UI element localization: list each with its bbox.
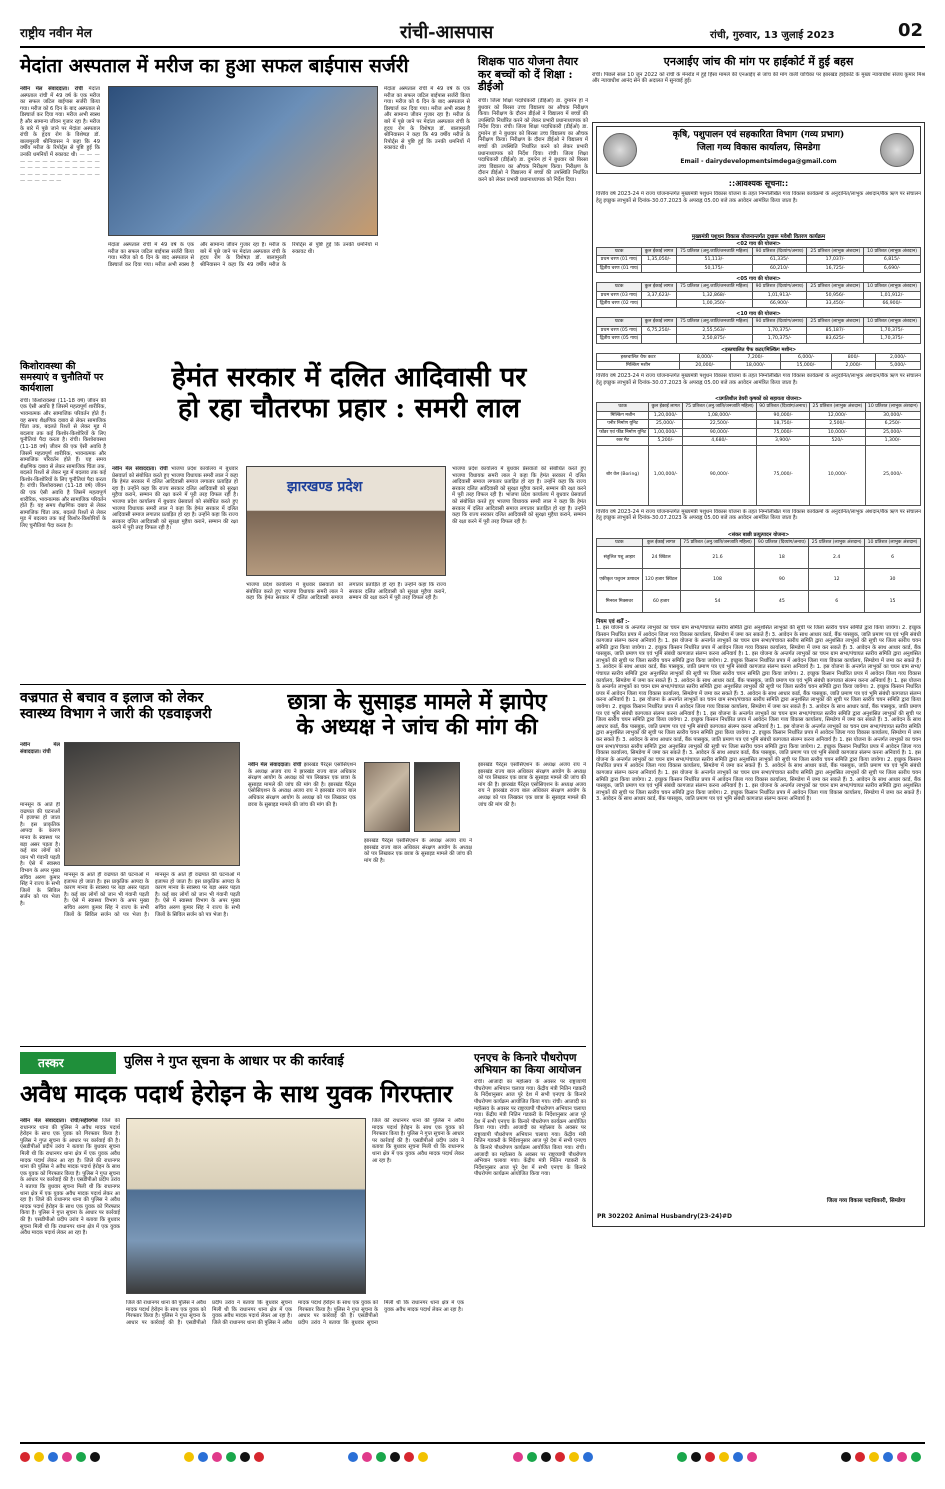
table-caption: <10 गाय की योजना> [736, 311, 781, 318]
table-row: संतुलित पशु आहार 24 क्विंटल 21.6 18 2.4 6 [597, 546, 921, 568]
table-caption: <02 गाय की योजना> [736, 241, 781, 247]
table-row: प्रथम चरण (05 गाय) 6,75,250/- 2,55,563/- 1,70,375/- 85,187/- 1,70,375/- [597, 326, 921, 334]
table-caption: <प्रगतिशील डेयरी कृषकों को सहायता योजना> [714, 396, 803, 403]
footer-dot [911, 1452, 921, 1462]
article-body: नवीन मेल संवाददाता। रांची भाजपा प्रदेश कार्यालय में बुधवार प्रेसवार्ता को संबोधित करते हुए भाजपा विधायक समरी लाल ने कहा कि हेमंत सरकार में दलित आदिवासी समाज लगातार प्रताड़ित हो रहा है। उन्होंने कहा कि राज्य सरकार दलित आदिवासी को सुरक्षा मुहैया कराने, सम्मान की रक्षा करने में पूरी तरह विफल रही है। भाजपा प्रदेश कार्यालय में बुधवार प्रेसवार्ता को संबोधित करते हुए भाजपा विधायक समरी लाल ने कहा कि हेमंत सरकार में दलित आदिवासी समाज लगातार प्रताड़ित हो रहा है। उन्होंने कहा कि राज्य सरकार दलित आदिवासी को सुरक्षा मुहैया कराने, सम्मान की रक्षा करने में पूरी तरह विफल रही है। [112, 466, 238, 532]
hospital-photo [108, 86, 378, 236]
notice-header [596, 126, 921, 174]
official-photo [64, 742, 240, 866]
dateline: रांची, गुरुवार, 13 जुलाई 2023 [710, 30, 835, 41]
table-row: द्वितीय चरण (01 गाय) 50,175/- 60,210/- 16,725/- 6,690/- [597, 264, 921, 272]
table-row: एकीकृत पशुधन उत्पादन 120 हजार क्विंटल 108 90 12 30 [597, 568, 921, 590]
footer-dot-group [348, 1452, 432, 1464]
page-number: 02 [898, 20, 924, 41]
footer-dot [691, 1452, 701, 1462]
footer-dot [212, 1452, 222, 1462]
footer-dot-group [184, 1452, 268, 1464]
story-workshop [20, 362, 106, 682]
footer-dot [48, 1452, 58, 1462]
table-row: हस्तचालित चैफ कटर 8,000/- 7,200/- 6,000/- 800/- 2,000/- [597, 353, 921, 361]
table-caption: <हस्तचालित चैफ कटर/मिल्किंग मशीन> [720, 346, 797, 353]
table-row: प्रथम चरण (03 गाय) 3,37,623/- 1,32,868/- 1,01,913/- 50,956/- 1,01,912/- [597, 291, 921, 299]
footer-dot [747, 1452, 757, 1462]
table-row: मिल्किंग मशीन 20,000/- 18,000/- 15,000/- 2,000/- 5,000/- [597, 362, 921, 370]
article-body: रांची। पिछले साल 10 जून 2022 को रांची के मेनरोड में हुई हिंसा मामले की एनआईए से जांच की मांग वाली याचिका पर झारखंड हाईकोर्ट के मुख्य न्यायाधीश संजय कुमार मिश्र और न्यायाधीश आनंद सेन की अदालत में सुनवाई हुई। [592, 71, 925, 85]
footer-dot-group [20, 1452, 104, 1464]
office-name: जिला गव्य विकास कार्यालय, सिमडेगा [696, 143, 821, 153]
story-lightning [20, 690, 240, 1040]
govt-notice [592, 122, 925, 1227]
section-divider [20, 1046, 586, 1047]
footer-dot-group [677, 1452, 761, 1464]
footer-dot [569, 1452, 579, 1462]
article-body: रांची। किशोरावस्था (11-18 वर्ष) जीवन की एक ऐसी अवधि है जिसमें महत्वपूर्ण शारीरिक, भावनात्मक और सामाजिक परिवर्तन होते हैं। यह समय शैक्षणिक दबाव से लेकर सामाजिक चिंता तक, बदलते रिश्तों से लेकर मूड में बदलाव तक कई किशोर-किशोरियों के लिए चुनौतियां पैदा करता है। रांची। किशोरावस्था (11-18 वर्ष) जीवन की एक ऐसी अवधि है जिसमें महत्वपूर्ण शारीरिक, भावनात्मक और सामाजिक परिवर्तन होते हैं। यह समय शैक्षणिक दबाव से लेकर सामाजिक चिंता तक, बदलते रिश्तों से लेकर मूड में बदलाव तक कई किशोर-किशोरियों के लिए चुनौतियां पैदा करता है। रांची। किशोरावस्था (11-18 वर्ष) जीवन की एक ऐसी अवधि है जिसमें महत्वपूर्ण शारीरिक, भावनात्मक और सामाजिक परिवर्तन होते हैं। यह समय शैक्षणिक दबाव से लेकर सामाजिक चिंता तक, बदलते रिश्तों से लेकर मूड में बदलाव तक कई किशोर-किशोरियों के लिए चुनौतियां पैदा करता है। [20, 397, 106, 530]
footer-dot [869, 1452, 879, 1462]
headline: छात्रा के सुसाइड मामले में झापेए [287, 689, 547, 715]
headline: अवैध मादक पदार्थ हेरोइन के साथ युवक गिरफ्तार [20, 1079, 453, 1108]
article-body: झारखंड पैरेंट्स एसोसिएशन के अध्यक्ष अजय राय ने झारखंड राज्य बाल अधिकार संरक्षण आयोग के अध्यक्ष को पत्र लिखकर एक छात्रा के सुसाइड मामले की जांच की मांग की है। [364, 838, 472, 864]
table-row: मिनरल मिक्सचर 60 हजार 54 45 6 15 [597, 590, 921, 612]
article-body-cols: मेदांता अस्पताल रांची में 49 वर्ष के एक मरीज का सफल जटिल बाईपास सर्जरी किया गया। मरीज को 6 दिन के बाद अस्पताल से डिस्चार्ज कर दिया गया। मरीज अभी स्वस्थ है और सामान्य जीवन गुजार रहा है। मरीज के बारे में पूछे जाने पर मेदांता अस्पताल रांची के हृदय रोग के विशेषज्ञ डॉ. बालामुरली श्रीनिवासन ने कहा कि 49 वर्षीय मरीज के रिपोर्ट्स से पुष्टि हुई कि उनकी धमनियों में रुकावट थी। [108, 242, 378, 268]
notice-rules: 1. इस योजना के अन्तर्गत लाभुकों का चयन ग्राम सभा/पंचायत स्तरीय समिति द्वारा अनुशंसित लाभुकों की सूची पर जिला स्तरीय चयन समिति द्वारा किया जायेगा। 2. इच्छुक किसान निर्धारित प्रपत्र में आवेदन जिला गव्य विकास कार्यालय, सिमडेगा में जमा कर सकते हैं। 3. आवेदन के साथ आधार कार्ड, बैंक पासबुक, जाति प्रमाण पत्र एवं भूमि संबंधी कागजात संलग्न करना अनिवार्य है। 1. इस योजना के अन्तर्गत लाभुकों का चयन ग्राम सभा/पंचायत स्तरीय समिति द्वारा अनुशंसित लाभुकों की सूची पर जिला स्तरीय चयन समिति द्वारा किया जायेगा। 2. इच्छुक किसान निर्धारित प्रपत्र में आवेदन जिला गव्य विकास कार्यालय, सिमडेगा में जमा कर सकते हैं। 3. आवेदन के साथ आधार कार्ड, बैंक पासबुक, जाति प्रमाण पत्र एवं भूमि संबंधी कागजात संलग्न करना अनिवार्य है। 1. इस योजना के अन्तर्गत लाभुकों का चयन ग्राम सभा/पंचायत स्तरीय समिति द्वारा अनुशंसित लाभुकों की सूची पर जिला स्तरीय चयन समिति द्वारा किया जायेगा। 2. इच्छुक किसान निर्धारित प्रपत्र में आवेदन जिला गव्य विकास कार्यालय, सिमडेगा में जमा कर सकते हैं। 3. आवेदन के साथ आधार कार्ड, बैंक पासबुक, जाति प्रमाण पत्र एवं भूमि संबंधी कागजात संलग्न करना अनिवार्य है। 1. इस योजना के अन्तर्गत लाभुकों का चयन ग्राम सभा/पंचायत स्तरीय समिति द्वारा अनुशंसित लाभुकों की सूची पर जिला स्तरीय चयन समिति द्वारा किया जायेगा। 2. इच्छुक किसान निर्धारित प्रपत्र में आवेदन जिला गव्य विकास कार्यालय, सिमडेगा में जमा कर सकते हैं। 3. आवेदन के साथ आधार कार्ड, बैंक पासबुक, जाति प्रमाण पत्र एवं भूमि संबंधी कागजात संलग्न करना अनिवार्य है। 1. इस योजना के अन्तर्गत लाभुकों का चयन ग्राम सभा/पंचायत स्तरीय समिति द्वारा अनुशंसित लाभुकों की सूची पर जिला स्तरीय चयन समिति द्वारा किया जायेगा। 2. इच्छुक किसान निर्धारित प्रपत्र में आवेदन जिला गव्य विकास कार्यालय, सिमडेगा में जमा कर सकते हैं। 3. आवेदन के साथ आधार कार्ड, बैंक पासबुक, जाति प्रमाण पत्र एवं भूमि संबंधी कागजात संलग्न करना अनिवार्य है। 1. इस योजना के अन्तर्गत लाभुकों का चयन ग्राम सभा/पंचायत स्तरीय समिति द्वारा अनुशंसित लाभुकों की सूची पर जिला स्तरीय चयन समिति द्वारा किया जायेगा। 2. इच्छुक किसान निर्धारित प्रपत्र में आवेदन जिला गव्य विकास कार्यालय, सिमडेगा में जमा कर सकते हैं। 3. आवेदन के साथ आधार कार्ड, बैंक पासबुक, जाति प्रमाण पत्र एवं भूमि संबंधी कागजात संलग्न करना अनिवार्य है। 1. इस योजना के अन्तर्गत लाभुकों का चयन ग्राम सभा/पंचायत स्तरीय समिति द्वारा अनुशंसित लाभुकों की सूची पर जिला स्तरीय चयन समिति द्वारा किया जायेगा। 2. इच्छुक किसान निर्धारित प्रपत्र में आवेदन जिला गव्य विकास कार्यालय, सिमडेगा में जमा कर सकते हैं। 3. आवेदन के साथ आधार कार्ड, बैंक पासबुक, जाति प्रमाण पत्र एवं भूमि संबंधी कागजात संलग्न करना अनिवार्य है। 1. इस योजना के अन्तर्गत लाभुकों का चयन ग्राम सभा/पंचायत स्तरीय समिति द्वारा अनुशंसित लाभुकों की सूची पर जिला स्तरीय चयन समिति द्वारा किया जायेगा। 2. इच्छुक किसान निर्धारित प्रपत्र में आवेदन जिला गव्य विकास कार्यालय, सिमडेगा में जमा कर सकते हैं। 3. आवेदन के साथ आधार कार्ड, बैंक पासबुक, जाति प्रमाण पत्र एवं भूमि संबंधी कागजात संलग्न करना अनिवार्य है। 1. इस योजना के अन्तर्गत लाभुकों का चयन ग्राम सभा/पंचायत स्तरीय समिति द्वारा अनुशंसित लाभुकों की सूची पर जिला स्तरीय चयन समिति द्वारा किया जायेगा। 2. इच्छुक किसान निर्धारित प्रपत्र में आवेदन जिला गव्य विकास कार्यालय, सिमडेगा में जमा कर सकते हैं। 3. आवेदन के साथ आधार कार्ड, बैंक पासबुक, जाति प्रमाण पत्र एवं भूमि संबंधी कागजात संलग्न करना अनिवार्य है। 1. इस योजना के अन्तर्गत लाभुकों का चयन ग्राम सभा/पंचायत स्तरीय समिति द्वारा अनुशंसित लाभुकों की सूची पर जिला स्तरीय चयन समिति द्वारा किया जायेगा। 2. इच्छुक किसान निर्धारित प्रपत्र में आवेदन जिला गव्य विकास कार्यालय, सिमडेगा में जमा कर सकते हैं। 3. आवेदन के साथ आधार कार्ड, बैंक पासबुक, जाति प्रमाण पत्र एवं भूमि संबंधी कागजात संलग्न करना अनिवार्य है। 1. इस योजना के अन्तर्गत लाभुकों का चयन ग्राम सभा/पंचायत स्तरीय समिति द्वारा अनुशंसित लाभुकों की सूची पर जिला स्तरीय चयन समिति द्वारा किया जायेगा। 2. इच्छुक किसान निर्धारित प्रपत्र में आवेदन जिला गव्य विकास कार्यालय, सिमडेगा में जमा कर सकते हैं। 3. आवेदन के साथ आधार कार्ड, बैंक पासबुक, जाति प्रमाण पत्र एवं भूमि संबंधी कागजात संलग्न करना अनिवार्य है। 1. इस योजना के अन्तर्गत लाभुकों का चयन ग्राम सभा/पंचायत स्तरीय समिति द्वारा अनुशंसित लाभुकों की सूची पर जिला स्तरीय चयन समिति द्वारा किया जायेगा। 2. इच्छुक किसान निर्धारित प्रपत्र में आवेदन जिला गव्य विकास कार्यालय, सिमडेगा में जमा कर सकते हैं। 3. आवेदन के साथ आधार कार्ड, बैंक पासबुक, जाति प्रमाण पत्र एवं भूमि संबंधी कागजात संलग्न करना अनिवार्य है। [596, 624, 921, 803]
footer-dot [527, 1452, 537, 1462]
footer-color-strip [20, 1452, 925, 1464]
footer-dot [883, 1452, 893, 1462]
notice-note: वित्तीय वर्ष 2023-24 में राज्य योजनान्तर्गत मुख्यमंत्री पशुधन विकास योजना के तहत निम्नलिखित गव्य विकास कार्यक्रमों के अनुदानित/लाभुक अंशदान/बैंक ऋण पर संचालन हेतु इच्छुक लाभुकों से दिनांक-30.07.2023 के अपराह्न 05.00 बजे तक आवेदन आमंत्रित किया जाता है। [596, 508, 921, 522]
footer-dot [677, 1452, 687, 1462]
footer-dot [20, 1452, 30, 1462]
story-suicide [248, 690, 586, 1040]
subhead: पुलिस ने गुप्त सूचना के आधार पर की कार्रवाई [124, 1054, 344, 1069]
rules-heading: नियम एवं शर्तें :- [596, 618, 630, 625]
masthead [20, 18, 925, 48]
article-body-right: झारखंड पैरेंट्स एसोसिएशन के अध्यक्ष अजय राय ने झारखंड राज्य बाल अधिकार संरक्षण आयोग के अध्यक्ष को पत्र लिखकर एक छात्रा के सुसाइड मामले की जांच की मांग की है। झारखंड पैरेंट्स एसोसिएशन के अध्यक्ष अजय राय ने झारखंड राज्य बाल अधिकार संरक्षण आयोग के अध्यक्ष को पत्र लिखकर एक छात्रा के सुसाइड मामले की जांच की मांग की है। [478, 762, 586, 808]
footer-dot-group [841, 1452, 925, 1464]
table-row: बोर वेल (Boring) 1,00,000/- 90,000/- 75,000/- 10,000/- 25,000/- [597, 445, 921, 505]
arrest-photo [126, 1118, 366, 1294]
article-body: नवीन मेल संवाददाता। रांची झारखंड पैरेंट्स एसोसिएशन के अध्यक्ष अजय राय ने झारखंड राज्य बाल अधिकार संरक्षण आयोग के अध्यक्ष को पत्र लिखकर एक छात्रा के सुसाइड मामले की जांच की मांग की है। झारखंड पैरेंट्स एसोसिएशन के अध्यक्ष अजय राय ने झारखंड राज्य बाल अधिकार संरक्षण आयोग के अध्यक्ष को पत्र लिखकर एक छात्रा के सुसाइड मामले की जांच की मांग की है। [248, 762, 356, 808]
table-header: कुल ईकाई लागत [642, 248, 676, 256]
headline: एनएच के किनारे पौधरोपण अभियान का किया आयोजन [474, 1052, 582, 1077]
section-divider [20, 684, 586, 685]
table-header: 10 प्रतिशत (लाभुक अंशदान) [864, 248, 921, 256]
notice-table-2cow [596, 247, 921, 273]
table-caption: <05 गाय की योजना> [736, 276, 781, 283]
table-row: प्रथम चरण (01 गाय) 1,35,050/- 51,113/- 61,335/- 17,037/- 6,815/- [597, 256, 921, 264]
headline: हो रहा चौतरफा प्रहार : समरी लाल [177, 393, 521, 425]
table-row: द्वितीय चरण (05 गाय) 2,50,875/- 1,70,375/- 83,625/- 1,70,375/- [597, 335, 921, 343]
footer-dot [705, 1452, 715, 1462]
dept-name: कृषि, पशुपालन एवं सहकारिता विभाग (गव्य प्रभाग) [672, 130, 845, 140]
footer-dot [513, 1452, 523, 1462]
footer-dot [583, 1452, 593, 1462]
article-body: रांची। आजादी का महोत्सव के अवसर पर राष्ट्रव्यापी पौधरोपण अभियान चलाया गया। केंद्रीय मंत्री नितिन गडकरी के निर्देशानुसार आज पूरे देश में सभी एनएच के किनारे पौधरोपण कार्यक्रम आयोजित किया गया। रांची। आजादी का महोत्सव के अवसर पर राष्ट्रव्यापी पौधरोपण अभियान चलाया गया। केंद्रीय मंत्री नितिन गडकरी के निर्देशानुसार आज पूरे देश में सभी एनएच के किनारे पौधरोपण कार्यक्रम आयोजित किया गया। रांची। आजादी का महोत्सव के अवसर पर राष्ट्रव्यापी पौधरोपण अभियान चलाया गया। केंद्रीय मंत्री नितिन गडकरी के निर्देशानुसार आज पूरे देश में सभी एनएच के किनारे पौधरोपण कार्यक्रम आयोजित किया गया। रांची। आजादी का महोत्सव के अवसर पर राष्ट्रव्यापी पौधरोपण अभियान चलाया गया। केंद्रीय मंत्री नितिन गडकरी के निर्देशानुसार आज पूरे देश में सभी एनएच के किनारे पौधरोपण कार्यक्रम आयोजित किया गया। [474, 1079, 586, 1178]
portrait-photo [414, 762, 460, 832]
notice-signature: जिला गव्य विकास पदाधिकारी, सिमडेगा [826, 1198, 906, 1204]
footer-dot [76, 1452, 86, 1462]
masthead-rule [20, 46, 925, 48]
article-body-cols: भाजपा प्रदेश कार्यालय में बुधवार प्रेसवार्ता को संबोधित करते हुए भाजपा विधायक समरी लाल ने कहा कि हेमंत सरकार में दलित आदिवासी समाज लगातार प्रताड़ित हो रहा है। उन्होंने कहा कि राज्य सरकार दलित आदिवासी को सुरक्षा मुहैया कराने, सम्मान की रक्षा करने में पूरी तरह विफल रही है। [246, 582, 446, 602]
footer-dot [362, 1452, 372, 1462]
footer-dot [62, 1452, 72, 1462]
footer-dot [719, 1452, 729, 1462]
story-heroin [20, 1052, 464, 1430]
table-header: 25 प्रतिशत (लाभुक अंशदान) [807, 248, 864, 256]
table-row: द्वितीय चरण (02 गाय) 1,00,350/- 66,900/- 33,450/- 66,900/- [597, 300, 921, 308]
notice-table-equipment [596, 353, 921, 371]
footer-dot [555, 1452, 565, 1462]
article-body-right: मेदांता अस्पताल रांची में 49 वर्ष के एक मरीज का सफल जटिल बाईपास सर्जरी किया गया। मरीज को 6 दिन के बाद अस्पताल से डिस्चार्ज कर दिया गया। मरीज अभी स्वस्थ है और सामान्य जीवन गुजार रहा है। मरीज के बारे में पूछे जाने पर मेदांता अस्पताल रांची के हृदय रोग के विशेषज्ञ डॉ. बालामुरली श्रीनिवासन ने कहा कि 49 वर्षीय मरीज के रिपोर्ट्स से पुष्टि हुई कि उनकी धमनियों में रुकावट थी। [384, 86, 470, 152]
headline: शिक्षक पाठ योजना तैयार कर बच्चों को दें शिक्षा : डीईओ [478, 55, 578, 94]
table-row: फॉडर एवं फीड निर्माण यूनिट 1,00,000/- 90,000/- 75,000/- 10,000/- 25,000/- [597, 428, 921, 436]
footer-dot [541, 1452, 551, 1462]
article-body: रांची। जिला शिक्षा पदाधिकारी (डीईओ) डा. दुमारेन हां ने बुधवार को बिरसा उच्च विद्यालय का औचक निरीक्षण किया। निरीक्षण के दौरान डीईओ ने विद्यालय में बच्चों की उपस्थिति निर्धारित करने को लेकर प्रभारी प्रधानाध्यापक को निर्देश दिया। रांची। जिला शिक्षा पदाधिकारी (डीईओ) डा. दुमारेन हां ने बुधवार को बिरसा उच्च विद्यालय का औचक निरीक्षण किया। निरीक्षण के दौरान डीईओ ने विद्यालय में बच्चों की उपस्थिति निर्धारित करने को लेकर प्रभारी प्रधानाध्यापक को निर्देश दिया। रांची। जिला शिक्षा पदाधिकारी (डीईओ) डा. दुमारेन हां ने बुधवार को बिरसा उच्च विद्यालय का औचक निरीक्षण किया। निरीक्षण के दौरान डीईओ ने विद्यालय में बच्चों की उपस्थिति निर्धारित करने को लेकर प्रभारी प्रधानाध्यापक को निर्देश दिया। [478, 97, 588, 184]
article-body-right: जिले की राधानगर थाना की पुलिस ने अवैध मादक पदार्थ हेरोइन के साथ एक युवक को गिरफ्तार किया है। पुलिस ने गुप्त सूचना के आधार पर कार्रवाई की है। एसडीपीओ प्रदीप उरांव ने बताया कि बुधवार सूचना मिली थी कि राधानगर थाना क्षेत्र में एक युवक अवैध मादक पदार्थ लेकर आ रहा है। [372, 1118, 464, 1164]
headline: किशोरावस्था की समस्याएं व चुनौतियों पर कार्यशाला [20, 361, 104, 394]
article-body: नवीन मेल संवाददाता। रांची मेदांता अस्पताल रांची में 49 वर्ष के एक मरीज का सफल जटिल बाईपास सर्जरी किया गया। मरीज को 6 दिन के बाद अस्पताल से डिस्चार्ज कर दिया गया। मरीज अभी स्वस्थ है और सामान्य जीवन गुजार रहा है। मरीज के बारे में पूछे जाने पर मेदांता अस्पताल रांची के हृदय रोग के विशेषज्ञ डॉ. बालामुरली श्रीनिवासन ने कहा कि 49 वर्षीय मरीज के रिपोर्ट्स से पुष्टि हुई कि उनकी धमनियों में रुकावट थी। — — — — — — — — — — — — — — — — — — — — — — — — — — — — — — — — — — — — — — — — — — [20, 86, 100, 185]
emblem-icon [603, 133, 637, 167]
office-email: Email - dairydevelopmentsimdega@gmail.com [680, 158, 837, 165]
footer-dot [733, 1452, 743, 1462]
photo-banner: झारखण्ड प्रदेश [287, 479, 363, 495]
footer-dot-group [513, 1452, 597, 1464]
table-header: 90 प्रतिशत (दिव्यांग/अनाथ) [752, 248, 807, 256]
scheme-heading: मुख्यमंत्री पशुधन विकास योजनान्तर्गत दुधारू मवेशी वितरण कार्यक्रम [691, 234, 826, 240]
section-title: रांची-आसपास [400, 22, 494, 43]
table-caption: <संकर बाछी प्रत्युत्पादन योजना> [727, 531, 790, 538]
pr-code: PR 302202 Animal Husbandry(23-24)#D [597, 1213, 732, 1220]
notice-table-10cow: घटक कुल ईकाई लागत 75 प्रतिशत (अनु.जाति/जनजाति महिला) 90 प्रतिशत (दिव्यांग/अनाथ) 25 प्रतिशत (लाभुक अंशदान) 10 प्रतिशत (लाभुक अंशदान) प्रथम चरण (05 गाय) 6,75,250/- 2,55,563/- 1,70,375/- 85,187/- 1,70,375/- द्वितीय चरण (05 गाय) 2,50,875/- 1,70,375/- 83,625/- 1,70,375/- [596, 317, 921, 343]
kicker-badge: तस्कर [20, 1052, 116, 1074]
article-body: नवीन मेल संवाददाता। रांची [20, 742, 60, 755]
story-medanta [20, 56, 470, 356]
table-row: रबर मैट 5,200/- 4,680/- 3,900/- 520/- 1,300/- [597, 437, 921, 445]
article-body: मानसून के आते ही वज्रपात की घटनाओं में इजाफा हो जाता है। इस प्राकृतिक आपदा के कारण मानव के स्वास्थ्य पर बड़ा असर पड़ता है। कई बार लोगों को जान भी गंवानी पड़ती है। ऐसे में स्वास्थ्य विभाग के अपर मुख्य सचिव अरुण कुमार सिंह ने राज्य के सभी जिलों के सिविल सर्जन को पत्र भेजा है। [20, 802, 60, 907]
headline: एनआईए जांच की मांग पर हाईकोर्ट में हुई बहस [663, 55, 854, 68]
footer-dot [897, 1452, 907, 1462]
headline: के अध्यक्ष ने जांच की मांग की [296, 714, 538, 741]
table-row: मिल्किंग मशीन 1,20,000/- 1,08,000/- 90,000/- 12,000/- 30,000/- [597, 411, 921, 419]
notice-note: वित्तीय वर्ष 2023-24 में राज्य योजनान्तर्गत मुख्यमंत्री पशुधन विकास योजना के तहत निम्नलिखित गव्य विकास कार्यक्रमों के अनुदानित/लाभुक अंशदान/बैंक ऋण पर संचालन हेतु इच्छुक लाभुकों से दिनांक-30.07.2023 के अपराह्न 05.00 बजे तक आवेदन आमंत्रित किया जाता है। [596, 373, 921, 387]
footer-dot [841, 1452, 851, 1462]
footer-dot [390, 1452, 400, 1462]
table-header: घटक [597, 248, 642, 256]
footer-dot [348, 1452, 358, 1462]
emblem-icon [880, 133, 914, 167]
footer-dot [198, 1452, 208, 1462]
notice-title: ::आवश्यक सूचना:: [728, 179, 789, 188]
headline: हेमंत सरकार में दलित आदिवासी पर [171, 362, 527, 393]
footer-rule [20, 1442, 925, 1444]
footer-dot [404, 1452, 414, 1462]
article-body: नवीन मेल संवाददाता। रांची/सहीवर्गज जिले की राधानगर थाना की पुलिस ने अवैध मादक पदार्थ हेरोइन के साथ एक युवक को गिरफ्तार किया है। पुलिस ने गुप्त सूचना के आधार पर कार्रवाई की है। एसडीपीओ प्रदीप उरांव ने बताया कि बुधवार सूचना मिली थी कि राधानगर थाना क्षेत्र में एक युवक अवैध मादक पदार्थ लेकर आ रहा है। जिले की राधानगर थाना की पुलिस ने अवैध मादक पदार्थ हेरोइन के साथ एक युवक को गिरफ्तार किया है। पुलिस ने गुप्त सूचना के आधार पर कार्रवाई की है। एसडीपीओ प्रदीप उरांव ने बताया कि बुधवार सूचना मिली थी कि राधानगर थाना क्षेत्र में एक युवक अवैध मादक पदार्थ लेकर आ रहा है। जिले की राधानगर थाना की पुलिस ने अवैध मादक पदार्थ हेरोइन के साथ एक युवक को गिरफ्तार किया है। पुलिस ने गुप्त सूचना के आधार पर कार्रवाई की है। एसडीपीओ प्रदीप उरांव ने बताया कि बुधवार सूचना मिली थी कि राधानगर थाना क्षेत्र में एक युवक अवैध मादक पदार्थ लेकर आ रहा है। [20, 1118, 120, 1237]
footer-dot [226, 1452, 236, 1462]
footer-dot [240, 1452, 250, 1462]
footer-dot [254, 1452, 264, 1462]
footer-dot [418, 1452, 428, 1462]
article-body-cols: जिले की राधानगर थाना की पुलिस ने अवैध मादक पदार्थ हेरोइन के साथ एक युवक को गिरफ्तार किया है। पुलिस ने गुप्त सूचना के आधार पर कार्रवाई की है। एसडीपीओ प्रदीप उरांव ने बताया कि बुधवार सूचना मिली थी कि राधानगर थाना क्षेत्र में एक युवक अवैध मादक पदार्थ लेकर आ रहा है। जिले की राधानगर थाना की पुलिस ने अवैध मादक पदार्थ हेरोइन के साथ एक युवक को गिरफ्तार किया है। पुलिस ने गुप्त सूचना के आधार पर कार्रवाई की है। एसडीपीओ प्रदीप उरांव ने बताया कि बुधवार सूचना मिली थी कि राधानगर थाना क्षेत्र में एक युवक अवैध मादक पदार्थ लेकर आ रहा है। [126, 1300, 464, 1326]
paper-logo: राष्ट्रीय नवीन मेल [20, 26, 92, 40]
press-conference-photo [246, 466, 446, 576]
table-header: 75 प्रतिशत (अनु.जाति/जनजाति महिला) [676, 248, 752, 256]
headline: मेदांता अस्पताल में मरीज का हुआ सफल बाईपास सर्जरी [20, 55, 409, 77]
footer-dot [855, 1452, 865, 1462]
story-plantation [474, 1052, 586, 1430]
footer-dot [34, 1452, 44, 1462]
notice-intro: वित्तीय वर्ष 2023-24 में राज्य योजनान्तर्गत मुख्यमंत्री पशुधन विकास योजना के तहत निम्नलिखित गव्य विकास कार्यक्रमों के अनुदानित/लाभुक अंशदान/बैंक ऋण पर संचालन हेतु इच्छुक लाभुकों से दिनांक-30.07.2023 के अपराह्न 05.00 बजे तक आवेदन आमंत्रित किया जाता है। [596, 191, 921, 204]
story-samri-lal [112, 362, 586, 682]
story-deo [478, 56, 588, 356]
table-row: पनीर निर्माण यूनिट 25,000/- 22,500/- 18,750/- 2,500/- 6,250/- [597, 420, 921, 428]
footer-dot [184, 1452, 194, 1462]
story-nia [592, 56, 925, 116]
notice-table-feed: घटक कुल ईकाई लागत 75 प्रतिशत (अनु.जाति/जनजाति महिला) 90 प्रतिशत (दिव्यांग/अनाथ) 25 प्रतिशत (लाभुक अंशदान) 10 प्रतिशत (लाभुक अंशदान) संतुलित पशु आहार 24 क्विंटल 21.6 18 2.4 6 एकीकृत पशुधन उत्पादन 120 हजार क्विंटल 108 90 12 30 मिनरल मिक्सचर 60 हजार 54 45 6 15 [596, 538, 921, 613]
article-body-cols: मानसून के आते ही वज्रपात की घटनाओं में इजाफा हो जाता है। इस प्राकृतिक आपदा के कारण मानव के स्वास्थ्य पर बड़ा असर पड़ता है। कई बार लोगों को जान भी गंवानी पड़ती है। ऐसे में स्वास्थ्य विभाग के अपर मुख्य सचिव अरुण कुमार सिंह ने राज्य के सभी जिलों के सिविल सर्जन को पत्र भेजा है। मानसून के आते ही वज्रपात की घटनाओं में इजाफा हो जाता है। इस प्राकृतिक आपदा के कारण मानव के स्वास्थ्य पर बड़ा असर पड़ता है। कई बार लोगों को जान भी गंवानी पड़ती है। ऐसे में स्वास्थ्य विभाग के अपर मुख्य सचिव अरुण कुमार सिंह ने राज्य के सभी जिलों के सिविल सर्जन को पत्र भेजा है। [64, 872, 240, 918]
notice-table-progressive: घटक कुल ईकाई लागत 75 प्रतिशत (अनु.जाति/जनजाति महिला) 90 प्रतिशत (दिव्यांग/अनाथ) 25 प्रतिशत (लाभुक अंशदान) 10 प्रतिशत (लाभुक अंशदान) मिल्किंग मशीन 1,20,000/- 1,08,000/- 90,000/- 12,000/- 30,000/- पनीर निर्माण यूनिट 25,000/- 22,500/- 18,750/- 2,500/- 6,250/- फॉडर एवं फीड निर्माण यूनिट 1,00,000/- 90,000/- 75,000/- 10,000/- 25,000/- रबर मैट 5,200/- 4,680/- 3,900/- 520/- 1,300/- बोर वेल (Boring) 1,00,000/- 90,000/- 75,000/- 10,000/- 25,000/- [596, 402, 921, 505]
article-body-right: भाजपा प्रदेश कार्यालय में बुधवार प्रेसवार्ता को संबोधित करते हुए भाजपा विधायक समरी लाल ने कहा कि हेमंत सरकार में दलित आदिवासी समाज लगातार प्रताड़ित हो रहा है। उन्होंने कहा कि राज्य सरकार दलित आदिवासी को सुरक्षा मुहैया कराने, सम्मान की रक्षा करने में पूरी तरह विफल रही है। भाजपा प्रदेश कार्यालय में बुधवार प्रेसवार्ता को संबोधित करते हुए भाजपा विधायक समरी लाल ने कहा कि हेमंत सरकार में दलित आदिवासी समाज लगातार प्रताड़ित हो रहा है। उन्होंने कहा कि राज्य सरकार दलित आदिवासी को सुरक्षा मुहैया कराने, सम्मान की रक्षा करने में पूरी तरह विफल रही है। [452, 466, 586, 525]
footer-dot [376, 1452, 386, 1462]
headline: वज्रपात से बचाव व इलाज को लेकर स्वास्थ्य विभाग ने जारी की एडवाइजरी [20, 690, 212, 723]
notice-table-5cow: घटक कुल ईकाई लागत 75 प्रतिशत (अनु.जाति/जनजाति महिला) 90 प्रतिशत (दिव्यांग/अनाथ) 25 प्रतिशत (लाभुक अंशदान) 10 प्रतिशत (लाभुक अंशदान) प्रथम चरण (03 गाय) 3,37,623/- 1,32,868/- 1,01,913/- 50,956/- 1,01,912/- द्वितीय चरण (02 गाय) 1,00,350/- 66,900/- 33,450/- 66,900/- [596, 282, 921, 308]
footer-dot [90, 1452, 100, 1462]
portrait-photo [364, 762, 410, 832]
